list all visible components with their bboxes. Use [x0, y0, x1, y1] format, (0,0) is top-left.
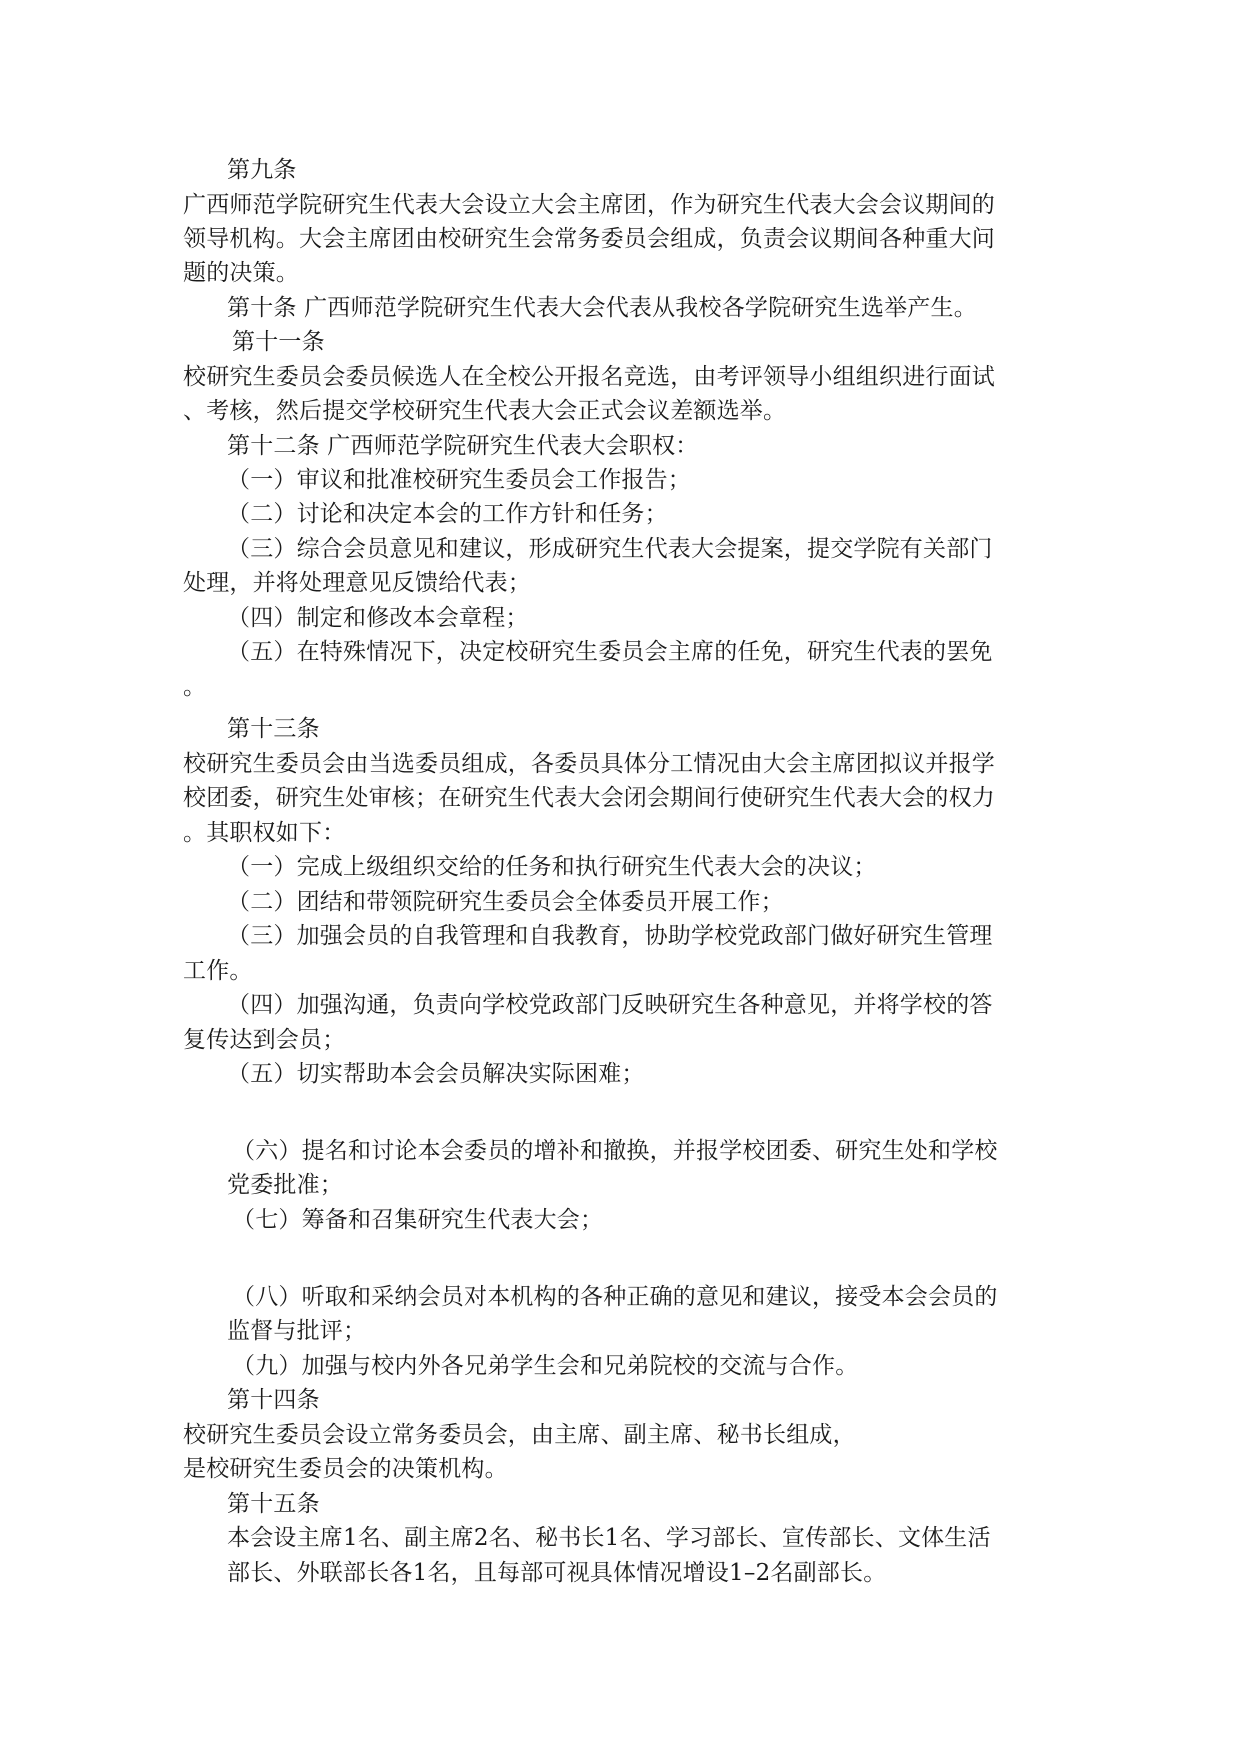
text-line: 本会设主席1名、副主席2名、秘书长1名、学习部长、宣传部长、文体生活 — [227, 1525, 991, 1551]
list-item: （八）听取和采纳会员对本机构的各种正确的意见和建议，接受本会会员的 — [232, 1284, 998, 1310]
text-line: 党委批准； — [227, 1172, 343, 1198]
text-line: 广西师范学院研究生代表大会设立大会主席团，作为研究生代表大会会议期间的 — [183, 192, 995, 218]
text-line: 工作。 — [183, 958, 253, 984]
list-item: （三）综合会员意见和建议，形成研究生代表大会提案，提交学院有关部门 — [227, 536, 993, 562]
list-item: （六）提名和讨论本会委员的增补和撤换，并报学校团委、研究生处和学校 — [232, 1138, 998, 1164]
text-line: 是校研究生委员会的决策机构。 — [183, 1456, 508, 1482]
list-item: （五）切实帮助本会会员解决实际困难； — [227, 1061, 645, 1087]
text-line: 监督与批评； — [227, 1318, 367, 1344]
list-item: （三）加强会员的自我管理和自我教育，协助学校党政部门做好研究生管理 — [227, 923, 993, 949]
text-line: 。 — [183, 674, 207, 700]
list-item: （二）讨论和决定本会的工作方针和任务； — [227, 501, 668, 527]
text-line: 部长、外联部长各1名，且每部可视具体情况增设1–2名副部长。 — [227, 1560, 887, 1586]
list-item: （一）完成上级组织交给的任务和执行研究生代表大会的决议； — [227, 854, 877, 880]
list-item: （四）制定和修改本会章程； — [227, 605, 529, 631]
text-line: 校研究生委员会委员候选人在全校公开报名竞选，由考评领导小组组织进行面试 — [183, 364, 995, 390]
list-item: （七）筹备和召集研究生代表大会； — [232, 1207, 604, 1233]
article-14-heading: 第十四条 — [227, 1387, 320, 1413]
text-line: 校团委，研究生处审核；在研究生代表大会闭会期间行使研究生代表大会的权力 — [183, 785, 995, 811]
article-12-line: 第十二条 广西师范学院研究生代表大会职权： — [227, 433, 699, 459]
list-item: （一）审议和批准校研究生委员会工作报告； — [227, 467, 691, 493]
text-line: 处理，并将处理意见反馈给代表； — [183, 570, 531, 596]
list-item: （五）在特殊情况下，决定校研究生委员会主席的任免，研究生代表的罢免 — [227, 639, 993, 665]
article-10-line: 第十条 广西师范学院研究生代表大会代表从我校各学院研究生选举产生。 — [227, 295, 977, 321]
article-9-heading: 第九条 — [227, 157, 297, 183]
text-line: 。其职权如下： — [183, 820, 346, 846]
text-line: 领导机构。大会主席团由校研究生会常务委员会组成，负责会议期间各种重大问 — [183, 226, 995, 252]
article-13-heading: 第十三条 — [227, 716, 320, 742]
list-item: （九）加强与校内外各兄弟学生会和兄弟院校的交流与合作。 — [232, 1353, 859, 1379]
list-item: （四）加强沟通，负责向学校党政部门反映研究生各种意见，并将学校的答 — [227, 992, 993, 1018]
article-11-heading: 第十一条 — [232, 329, 325, 355]
list-item: （二）团结和带领院研究生委员会全体委员开展工作； — [227, 889, 784, 915]
text-line: 复传达到会员； — [183, 1027, 346, 1053]
text-line: 校研究生委员会由当选委员组成，各委员具体分工情况由大会主席团拟议并报学 — [183, 751, 995, 777]
article-15-heading: 第十五条 — [227, 1491, 320, 1517]
text-line: 题的决策。 — [183, 260, 299, 286]
text-line: 、考核，然后提交学校研究生代表大会正式会议差额选举。 — [183, 398, 787, 424]
text-line: 校研究生委员会设立常务委员会，由主席、副主席、秘书长组成， — [183, 1422, 856, 1448]
